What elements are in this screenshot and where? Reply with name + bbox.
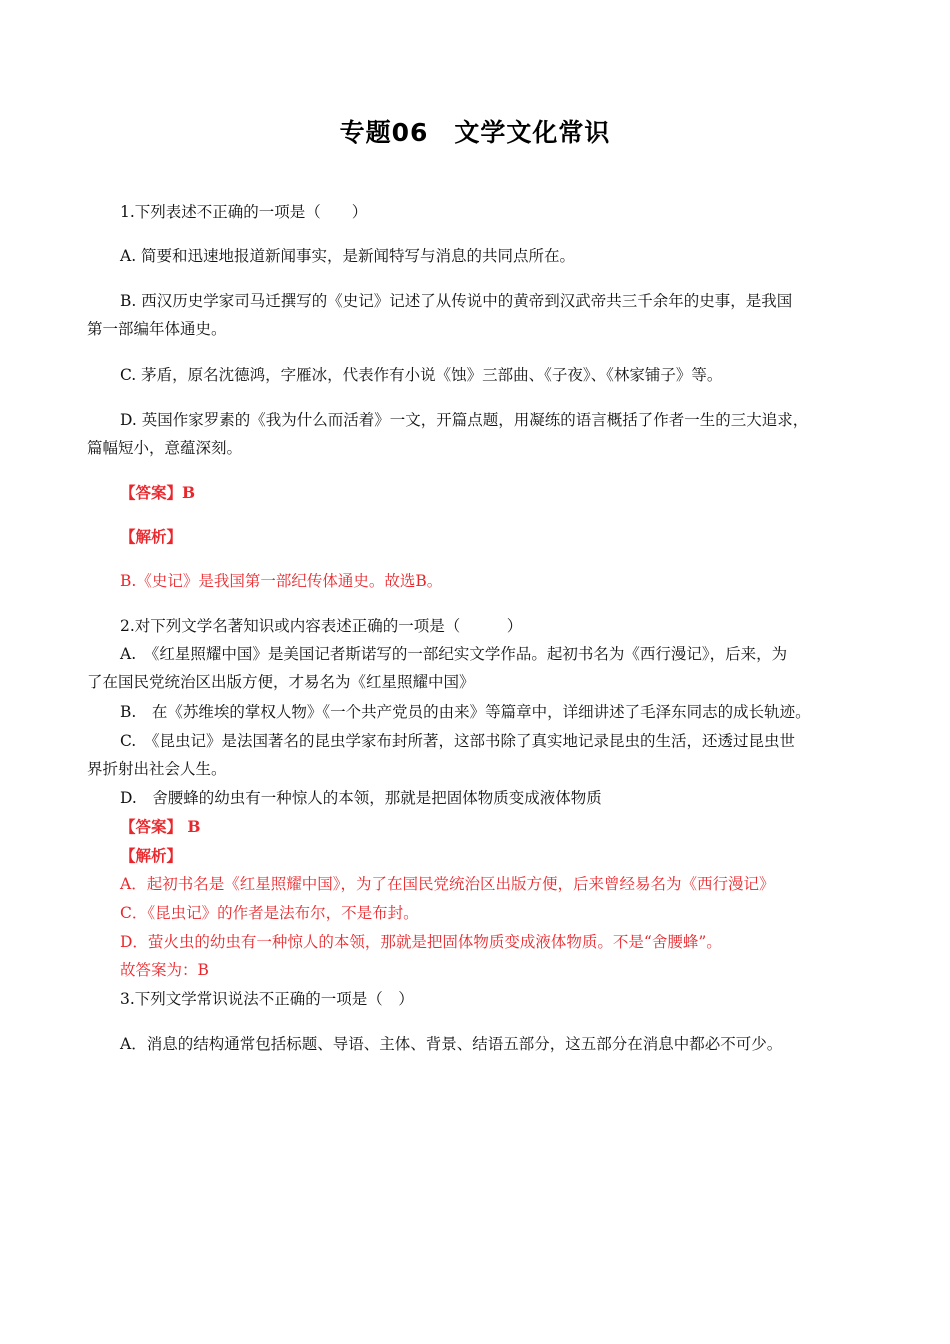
q1-option-a: A. 简要和迅速地报道新闻事实，是新闻特写与消息的共同点所在。 xyxy=(120,247,576,265)
q2-analysis-d: D．萤火虫的幼虫有一种惊人的本领，那就是把固体物质变成液体物质。不是“舍腰蜂”。 xyxy=(120,933,722,951)
page-title: 专题06 文学文化常识 xyxy=(339,118,611,147)
q1-stem: 1.下列表述不正确的一项是（ ） xyxy=(120,203,368,221)
q1-analysis-label: 【解析】 xyxy=(120,527,183,546)
q2-analysis-label: 【解析】 xyxy=(120,846,183,865)
q1-option-b-line1: B. 西汉历史学家司马迁撰写的《史记》记述了从传说中的黄帝到汉武帝共三千余年的史事，是我国 xyxy=(120,292,793,310)
q2-option-a-line1: A. 《红星照耀中国》是美国记者斯诺写的一部纪实文学作品。起初书名为《西行漫记》，后来，为 xyxy=(120,645,788,663)
q1-option-c: C. 茅盾，原名沈德鸿，字雁冰，代表作有小说《蚀》三部曲、《子夜》、《林家铺子》等。 xyxy=(120,366,723,384)
q2-analysis-a: A．起初书名是《红星照耀中国》，为了在国民党统治区出版方便，后来曾经易名为《西行漫记》 xyxy=(120,875,775,893)
q1-option-d-line2: 篇幅短小，意蕴深刻。 xyxy=(87,439,243,457)
q3-stem: 3.下列文学常识说法不正确的一项是（ ） xyxy=(120,990,414,1008)
q2-option-d: D. 舍腰蜂的幼虫有一种惊人的本领，那就是把固体物质变成液体物质 xyxy=(120,789,602,807)
q2-option-a-line2: 了在国民党统治区出版方便，才易名为《红星照耀中国》 xyxy=(87,673,475,691)
q1-analysis-text: B.《史记》是我国第一部纪传体通史。故选B。 xyxy=(120,572,443,590)
q2-conclusion: 故答案为：B xyxy=(120,961,209,979)
q2-option-c-line2: 界折射出社会人生。 xyxy=(87,760,227,778)
q3-option-a: A．消息的结构通常包括标题、导语、主体、背景、结语五部分，这五部分在消息中都必不可少。 xyxy=(120,1035,783,1053)
q2-stem: 2.对下列文学名著知识或内容表述正确的一项是（ ） xyxy=(120,617,523,635)
q2-analysis-c: C．《昆虫记》的作者是法布尔，不是布封。 xyxy=(120,904,419,922)
q1-option-b-line2: 第一部编年体通史。 xyxy=(87,320,227,338)
q2-option-c-line1: C. 《昆虫记》是法国著名的昆虫学家布封所著，这部书除了真实地记录昆虫的生活，还透过昆虫世 xyxy=(120,732,795,750)
q2-answer: 【答案】 B xyxy=(120,817,201,836)
q1-answer: 【答案】B xyxy=(120,483,196,502)
q1-option-d-line1: D. 英国作家罗素的《我为什么而活着》一文，开篇点题，用凝练的语言概括了作者一生的三大追求， xyxy=(120,411,809,429)
q2-option-b: B. 在《苏维埃的掌权人物》《一个共产党员的由来》等篇章中，详细讲述了毛泽东同志的成长轨迹。 xyxy=(120,703,811,721)
